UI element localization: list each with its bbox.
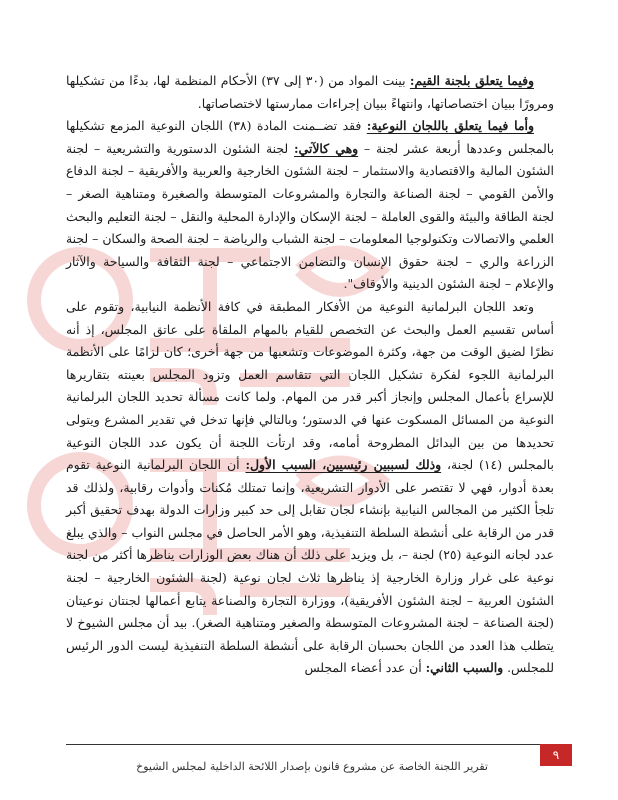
paragraph-values-committee xyxy=(66,70,554,115)
paragraph-specific-committees xyxy=(66,115,554,296)
heading-first-reason: وذلك لسببين رئيسيين، السبب الأول: xyxy=(245,457,442,473)
second-reason-text: أن عدد أعضاء المجلس xyxy=(304,660,426,676)
footer-divider xyxy=(66,744,554,745)
page-body xyxy=(66,70,554,680)
heading-as-follows: وهي كالآتي: xyxy=(293,140,359,156)
rationale-text: وتعد اللجان البرلمانية النوعية من الأفكار المطبقة في كافة الأنظمة النيابية، وتقوم على أساس تقسيم العمل والبحث عن التخصص للقيام بالمهام الملقاة على عاتق المجلس، إذ أنه نظرًا لضيق الوقت من جهة، وكثرة الموضوعات وتشعبها من جهة أخرى؛ كان لزامًا على الأنظمة البرلمانية اللجوء لفكرة تشكيل اللجان التي تتقاسم العمل وتزود المجلس بعينته بتقاريرها للإسراع بأعمال المجلس وإنجاز أكبر قدر من المهام. ولما كانت مسألة تحديد اللجان البرلمانية النوعية من المسائل المسكوت عنها في الدستور؛ وبالتالي فإنها تدخل في تقدير المشرع ويتولى تحديدها من بين البدائل المطروحة أمامه، وقد ارتأت اللجنة أن يكون عدد اللجان النوعية بالمجلس (١٤) لجنة، xyxy=(66,298,554,473)
first-reason-text: أن اللجان البرلمانية النوعية تقوم بعدة أدوار، فهي لا تقتصر على الأدوار التشريعية، وإنما تمتلك مُكنات وأدوات رقابية، ولذلك قد تلجأ الكثير من المجالس النيابية بإنشاء لجان تقابل إلى حد كبير وزارات الدولة بهدف تحقيق أكبر قدر من الرقابة على أنشطة السلطة التنفيذية، وهو الأمر الحاصل في مجلس النواب – والذي يبلغ عدد لجانه النوعية (٢٥) لجنة –، بل ويزيد على ذلك أن هناك بعض الوزارات يناظرها أكثر من لجنة نوعية على غرار وزارة الخارجية إذ يناظرها ثلاث لجان نوعية (لجنة الشئون الخارجية – لجنة الشئون العربية – لجنة الشئون الأفريقية)، ووزارة التجارة والصناعة يتابع أعمالها لجنتان نوعيتان (لجنة الصناعة – لجنة المشروعات المتوسطة والصغير ومتناهية الصغر). بيد أن مجلس الشيوخ لا يتطلب هذا العدد من اللجان بحسبان الرقابة على أنشطة السلطة التنفيذية ليست الدور الرئيس للمجلس. xyxy=(66,457,555,676)
specific-committees-intro: فقد تضــمنت المادة (٣٨) اللجان النوعية المزمع تشكيلها بالمجلس وعددها أربعة عشر لجنة – xyxy=(66,118,555,156)
paragraph-committee-rationale xyxy=(66,296,554,680)
heading-values-committee: وفيما يتعلق بلجنة القيم: xyxy=(409,73,534,88)
heading-specific-committees: وأما فيما يتعلق باللجان النوعية: xyxy=(366,118,534,134)
page-number: ٩ xyxy=(540,744,572,766)
committees-list: لجنة الشئون الدستورية والتشريعية – لجنة الشئون المالية والاقتصادية والاستثمار – لجنة الشئون الخارجية والعربية والأفريقية – لجنة الدفاع والأمن القومي – لجنة الصناعة والتجارة والمشروعات المتوسطة والصغيرة ومتناهية الصغر – لجنة الطاقة والبيئة والقوى العاملة – لجنة الإسكان والإدارة المحلية والنقل – لجنة التعليم والبحث العلمي والاتصالات وتكنولوجيا المعلومات – لجنة الشباب والرياضة – لجنة الصحة والسكان – لجنة الزراعة والري – لجنة حقوق الإنسان والتضامن الاجتماعي – لجنة الثقافة والسياحة والآثار والإعلام – لجنة الشئون الدينية والأوقاف". xyxy=(66,140,554,292)
heading-second-reason: والسبب الثاني: xyxy=(425,660,504,676)
footer-report-title: تقرير اللجنة الخاصة عن مشروع قانون بإصدار اللائحة الداخلية لمجلس الشيوخ xyxy=(136,760,488,773)
values-committee-text: بينت المواد من (٣٠ إلى ٣٧) الأحكام المنظمة لها، بدءًا من تشكيلها ومرورًا ببيان اختصاصاتها، وانتهاءً ببيان إجراءات ممارستها لاختصاصاتها. xyxy=(66,73,554,111)
